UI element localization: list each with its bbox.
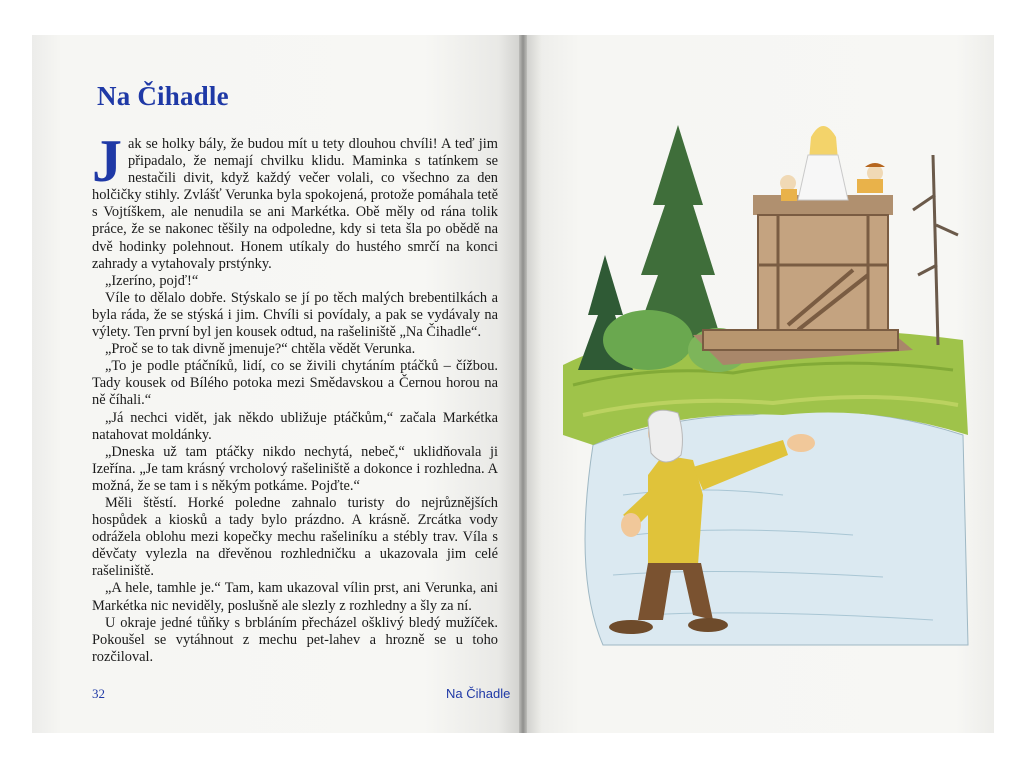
page-number: 32 bbox=[92, 686, 105, 701]
wooden-watchtower bbox=[693, 195, 913, 365]
chapter-title: Na Čihadle bbox=[97, 81, 229, 111]
open-book bbox=[32, 35, 994, 733]
paragraph: „To je podle ptáčníků, lidí, co se živili chytáním ptáčků – čížbou. Tady kousek od Bílého potoka mezi Smědavskou a Černou horou na ně číhali.“ bbox=[92, 358, 498, 409]
paragraph: „Já nechci vidět, jak někdo ubližuje ptáčkům,“ začala Markétka natahovat moldánky. bbox=[92, 409, 498, 443]
girl-figure bbox=[780, 175, 797, 201]
paragraph-text: ak se holky bály, že budou mít u tety dlouhou chvíli! A teď jim připadalo, že nemají chvilku klidu. Maminka s tatínkem se nestačili divit, když každý večer volali, co všechno za den holčičky stihly. Zvlášť Verunka byla spokojená, protože pomáhala tetě s Vojtíškem, ale nenudila se ani Markétka. Obě měly od rána tolik práce, že se nakonec těšily na odpoledne, kdy si teta šla po obědě na dvě hodinky polehnout. Honem utíkaly do hustého smrčí na konci zahrady a vytahovaly prstýnky. bbox=[92, 136, 498, 272]
paragraph: „A hele, tamhle je.“ Tam, kam ukazoval vílin prst, ani Verunka, ani Markétka nic neviděly, poslušně ale slezly z rozhledny a šly za ní. bbox=[92, 580, 498, 614]
illustration bbox=[553, 115, 973, 655]
girl-figure bbox=[857, 163, 885, 193]
right-page bbox=[523, 35, 994, 733]
chapter-text bbox=[92, 128, 498, 666]
paragraph: „Proč se to tak divně jmenuje?“ chtěla vědět Verunka. bbox=[105, 341, 416, 358]
paragraph: „Dneska už tam ptáčky nikdo nechytá, nebeč,“ uklidňovala ji Izeřína. „Je tam krásný vrcholový rašeliniště a dokonce i rozhledna. A možná, že se tam i s někým potkáme. Pojďte.“ bbox=[92, 443, 498, 494]
book-spine bbox=[519, 35, 527, 733]
left-page bbox=[32, 35, 523, 733]
paragraph: Měli štěstí. Horké poledne zahnalo turisty do nejrůznějších hospůdek a kiosků a tady bylo prázdno. A krásně. Zrcátka vody odrážela oblohu mezi kopečky mechu rašeliníku a stébly trav. Víla s děvčaty vylezla na dřevěnou rozhledničku a ukazovala jim celé rašeliniště. bbox=[92, 494, 498, 580]
drop-cap: J bbox=[92, 128, 122, 194]
running-head: Na Čihadle bbox=[446, 686, 511, 701]
bare-tree bbox=[913, 155, 958, 345]
fairy-figure bbox=[798, 126, 848, 200]
paragraph bbox=[92, 128, 498, 273]
paragraph: „Izeríno, pojď!“ bbox=[105, 272, 199, 289]
paragraph: U okraje jedné tůňky s brbláním přecházel ošklivý bledý mužíček. Pokoušel se vytáhnout z mechu pet-lahev a hrozně se u toho rozčiloval. bbox=[92, 614, 498, 665]
paragraph: Víle to dělalo dobře. Stýskalo se jí po těch malých brebentilkách a byla ráda, že se stýská i jim. Chvíli si povídaly, a pak se vydávaly na výlety. Ten první byl jen kousek odtud, na rašeliniště „Na Čihadle“. bbox=[92, 289, 498, 341]
